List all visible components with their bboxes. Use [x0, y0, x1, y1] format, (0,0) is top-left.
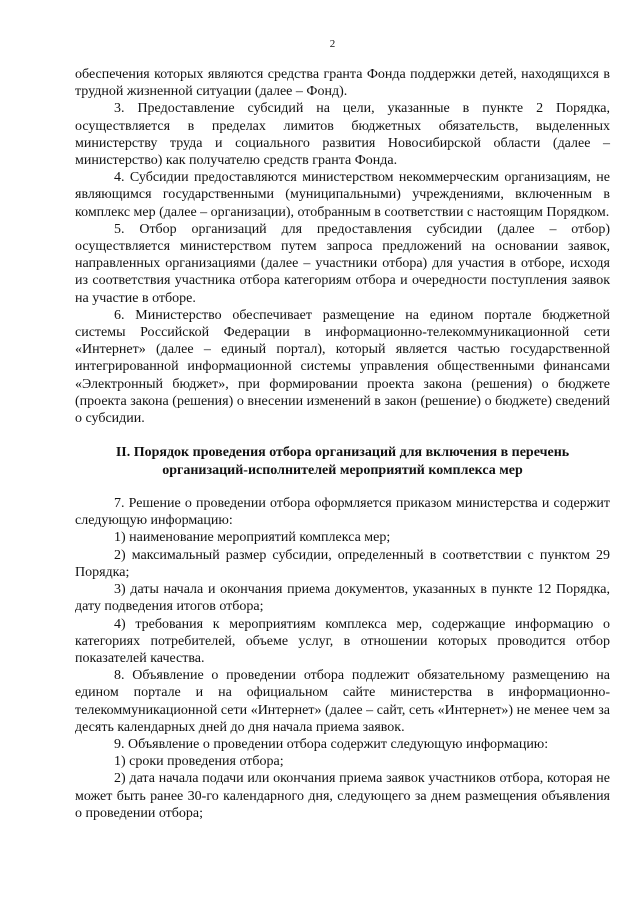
list-item: 1) сроки проведения отбора; [114, 754, 284, 770]
paragraph-continuation: обеспечения которых являются средства гранта Фонда поддержки детей, находящихся в трудной жизненной ситуации (далее – Фонд). [75, 67, 610, 100]
paragraph-8: 8. Объявление о проведении отбора подлежит обязательному размещению на едином портале и на официальном сайте министерства в информационно-телекоммуникационной сети «Интернет» (далее – сайт, сеть «Интернет») не менее чем за десять календарных дней до дня начала приема заявок. [75, 668, 610, 735]
paragraph-6: 6. Министерство обеспечивает размещение на едином портале бюджетной системы Российской Федерации в информационно-телекоммуникационной сети «Интернет» (далее – единый портал), который является частью государственной интегрированной информационной системы управления общественными финансами «Электронный бюджет», при формировании проекта закона (решения) о бюджете (проекта закона (решения) о внесении изменений в закон (решение) о бюджете) сведений о субсидии. [75, 307, 610, 427]
document-page [75, 38, 610, 822]
list-item: 1) наименование мероприятий комплекса мер; [114, 530, 391, 546]
section-heading: II. Порядок проведения отбора организаций для включения в перечень организаций-исполнителей мероприятий комплекса мер [115, 445, 570, 478]
list-item: 2) максимальный размер субсидии, определенный в соответствии с пунктом 29 Порядка; [75, 547, 610, 580]
paragraph-4: 4. Субсидии предоставляются министерством некоммерческим организациям, не являющимся государственными (муниципальными) учреждениями, включенным в комплекс мер (далее – организации), отобранным в соответствии с настоящим Порядком. [75, 170, 610, 220]
paragraph-7: 7. Решение о проведении отбора оформляется приказом министерства и содержит следующую информацию: [75, 496, 610, 529]
list-item: 4) требования к мероприятиям комплекса мер, содержащие информацию о категориях потребителей, объеме услуг, в отношении которых проводится отбор показателей качества. [75, 616, 610, 666]
list-item: 3) даты начала и окончания приема документов, указанных в пункте 12 Порядка, дату подведения итогов отбора; [75, 582, 610, 615]
paragraph-3: 3. Предоставление субсидий на цели, указанные в пункте 2 Порядка, осуществляется в пределах лимитов бюджетных обязательств, выделенных министерству труда и социального развития Новосибирской области (далее – министерство) как получателю средств гранта Фонда. [75, 101, 610, 169]
paragraph-9: 9. Объявление о проведении отбора содержит следующую информацию: [114, 736, 549, 752]
page-number: 2 [329, 38, 336, 50]
list-item: 2) дата начала подачи или окончания приема заявок участников отбора, которая не может быть ранее 30-го календарного дня, следующего за днем размещения объявления о проведении отбора; [75, 771, 610, 821]
paragraph-5: 5. Отбор организаций для предоставления субсидии (далее – отбор) осуществляется министерством путем запроса предложений на основании заявок, направленных организациями (далее – участники отбора) для участия в отборе, исходя из соответствия участника отбора категориям отбора и очередности поступления заявок на участие в отборе. [75, 221, 610, 306]
